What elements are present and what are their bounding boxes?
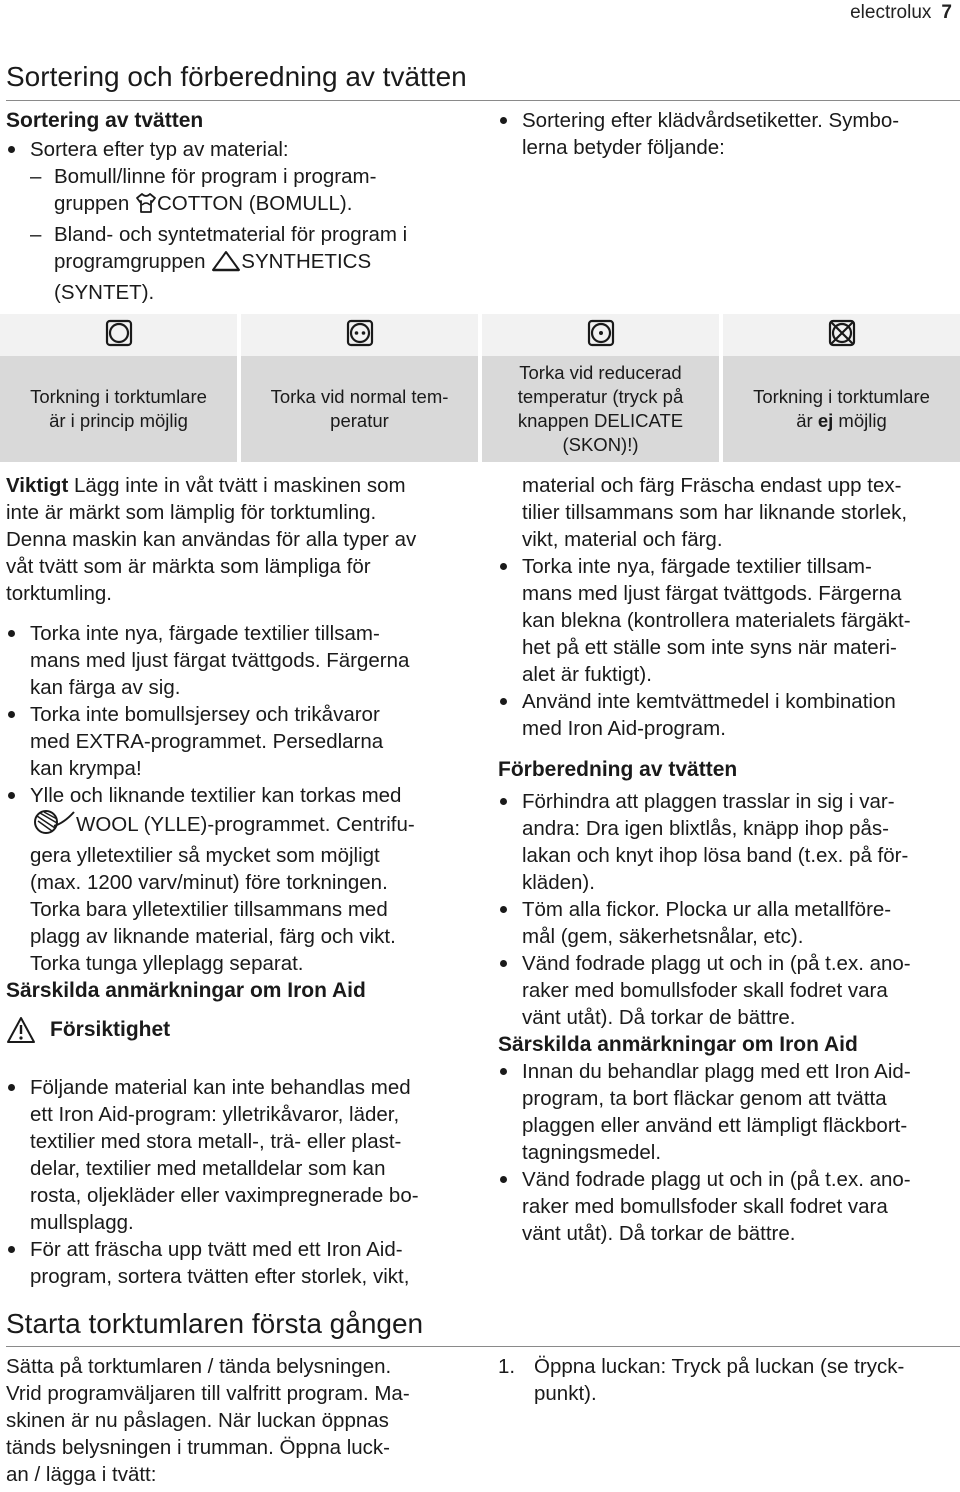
list-item: Sortering efter klädvårdsetiketter. Symbo- lerna betyder följande: [498,107,958,161]
important-note: Viktigt Lägg inte in våt tvätt i maskinen som inte är märkt som lämplig för torktumling. Denna maskin kan användas för alla typer av våt tvätt som är märkta som lämpliga för torktumling. [6,474,417,605]
symbol-column [482,314,719,462]
list-item: Torka inte nya, färgade textilier tillsam- mans med ljust färgat tvättgods. Färgerna kan färga av sig. [6,620,484,701]
warning-triangle-icon [6,1016,36,1051]
left-column [6,472,484,1290]
first-start-steps [498,1353,960,1407]
preparation-heading: Förberedning av tvätten [498,758,738,781]
sorting-block [6,107,476,306]
dryer-two-dots-icon [346,319,374,352]
list-item: Vänd fodrade plagg ut och in (på t.ex. ano- raker med bomullsfoder skall fodret vara vänt utåt). Då torkar de bättre. [498,950,960,1031]
section-divider [6,100,960,101]
list-item: Förhindra att plaggen trasslar in sig i var- andra: Dra igen blixtlås, knäpp ihop pås- lakan och knyt ihop lösa band (t.ex. på för- kläden). [498,788,960,896]
iron-aid-heading: Särskilda anmärkningar om Iron Aid [6,979,366,1002]
symbol-description: Torkning i torktumlare är i princip möjlig [0,356,237,462]
list-item: Använd inte kemtvättmedel i kombination med Iron Aid-program. [498,688,960,742]
care-label-block [498,107,958,161]
care-symbol-table [0,314,960,462]
list-item: Vänd fodrade plagg ut och in (på t.ex. ano- raker med bomullsfoder skall fodret vara vänt utåt). Då torkar de bättre. [498,1166,960,1247]
iron-aid-heading-right: Särskilda anmärkningar om Iron Aid [498,1033,858,1056]
list-item: Innan du behandlar plagg med ett Iron Aid- program, ta bort fläckar genom att tvätta plaggen eller använd ett lämpligt fläckbort- tagningsmedel. [498,1058,960,1166]
list-item: Ylle och liknande textilier kan torkas med WOOL (YLLE)-programmet. Centrifu- gera ylletextilier så mycket som möjligt (max. 1200 varv/minut) före torkningen. Torka bara ylletextilier tillsammans med plagg av liknande material, färg och vikt. Torka tunga ylleplagg separat. [6,782,484,977]
symbol-column [723,314,960,462]
important-label: Viktigt [6,474,69,497]
list-item: 1. Öppna luckan: Tryck på luckan (se tryck- punkt). [498,1355,905,1405]
wool-ball-icon [30,809,76,842]
list-item: Sortera efter typ av material: – Bomull/linne för program i program- gruppen COTTON (BOMULL). – Bland- och syntetmaterial för program i programgruppen SYNTHETICS (SYNTET). [6,136,476,306]
list-item: För att fräscha upp tvätt med ett Iron Aid- program, sortera tvätten efter storlek, vikt, [6,1236,484,1290]
brand-name: electrolux [850,2,932,23]
list-item: – Bomull/linne för program i program- gruppen COTTON (BOMULL). [30,163,476,221]
page-number: 7 [941,2,952,23]
step-number: 1. [498,1355,516,1378]
cotton-tshirt-icon [135,192,157,221]
section-title-sorting: Sortering och förberedning av tvätten [6,61,467,92]
symbol-column [241,314,478,462]
list-item: Torka inte bomullsjersey och trikåvaror med EXTRA-programmet. Persedlarna kan krympa! [6,701,484,782]
first-start-body: Sätta på torktumlaren / tända belysningen. Vrid programväljaren till valfritt program. Ma- skinen är nu påslagen. När luckan öppnas tänds belysningen i trumman. Öppna luck- an / lägga i tvätt: [6,1355,410,1486]
dryer-one-dot-icon [587,319,615,352]
section-title-first-start: Starta torktumlaren första gången [6,1308,424,1339]
list-item: Torka inte nya, färgade textilier tillsam- mans med ljust färgat tvättgods. Färgerna kan blekna (kontrollera materialets färgäkt- het på ett ställe som inte syns när materi- alet är fuktigt). [498,553,960,688]
list-item: – Bland- och syntetmaterial för program i programgruppen SYNTHETICS (SYNTET). [30,221,476,306]
dryer-square-circle-icon [105,319,133,352]
caution-label: Försiktighet [50,1018,171,1041]
symbol-column [0,314,237,462]
continued-text: material och färg Fräscha endast upp tex- tilier tillsammans som har liknande storlek, vikt, material och färg. [522,474,908,551]
symbol-description: Torka vid normal tem- peratur [241,356,478,462]
page-header [850,0,952,26]
section-divider [6,1346,960,1347]
dryer-crossed-icon [828,319,856,352]
right-column [498,472,960,1247]
caution-box [6,1004,484,1064]
list-item: Följande material kan inte behandlas med ett Iron Aid-program: ylletrikåvaror, läder, textilier med stora metall-, trä- eller plast- delar, textilier med metalldelar som kan rosta, oljekläder eller vaximpregnerade bo- mullsplagg. [6,1074,484,1236]
symbol-description: Torka vid reducerad temperatur (tryck på knappen DELICATE (SKON)!) [482,356,719,462]
synthetics-triangle-icon [211,250,241,279]
symbol-description: Torkning i torktumlare är ej möjlig [723,356,960,462]
list-item: Töm alla fickor. Plocka ur alla metallföre- mål (gem, säkerhetsnålar, etc). [498,896,960,950]
sorting-heading: Sortering av tvätten [6,109,204,132]
